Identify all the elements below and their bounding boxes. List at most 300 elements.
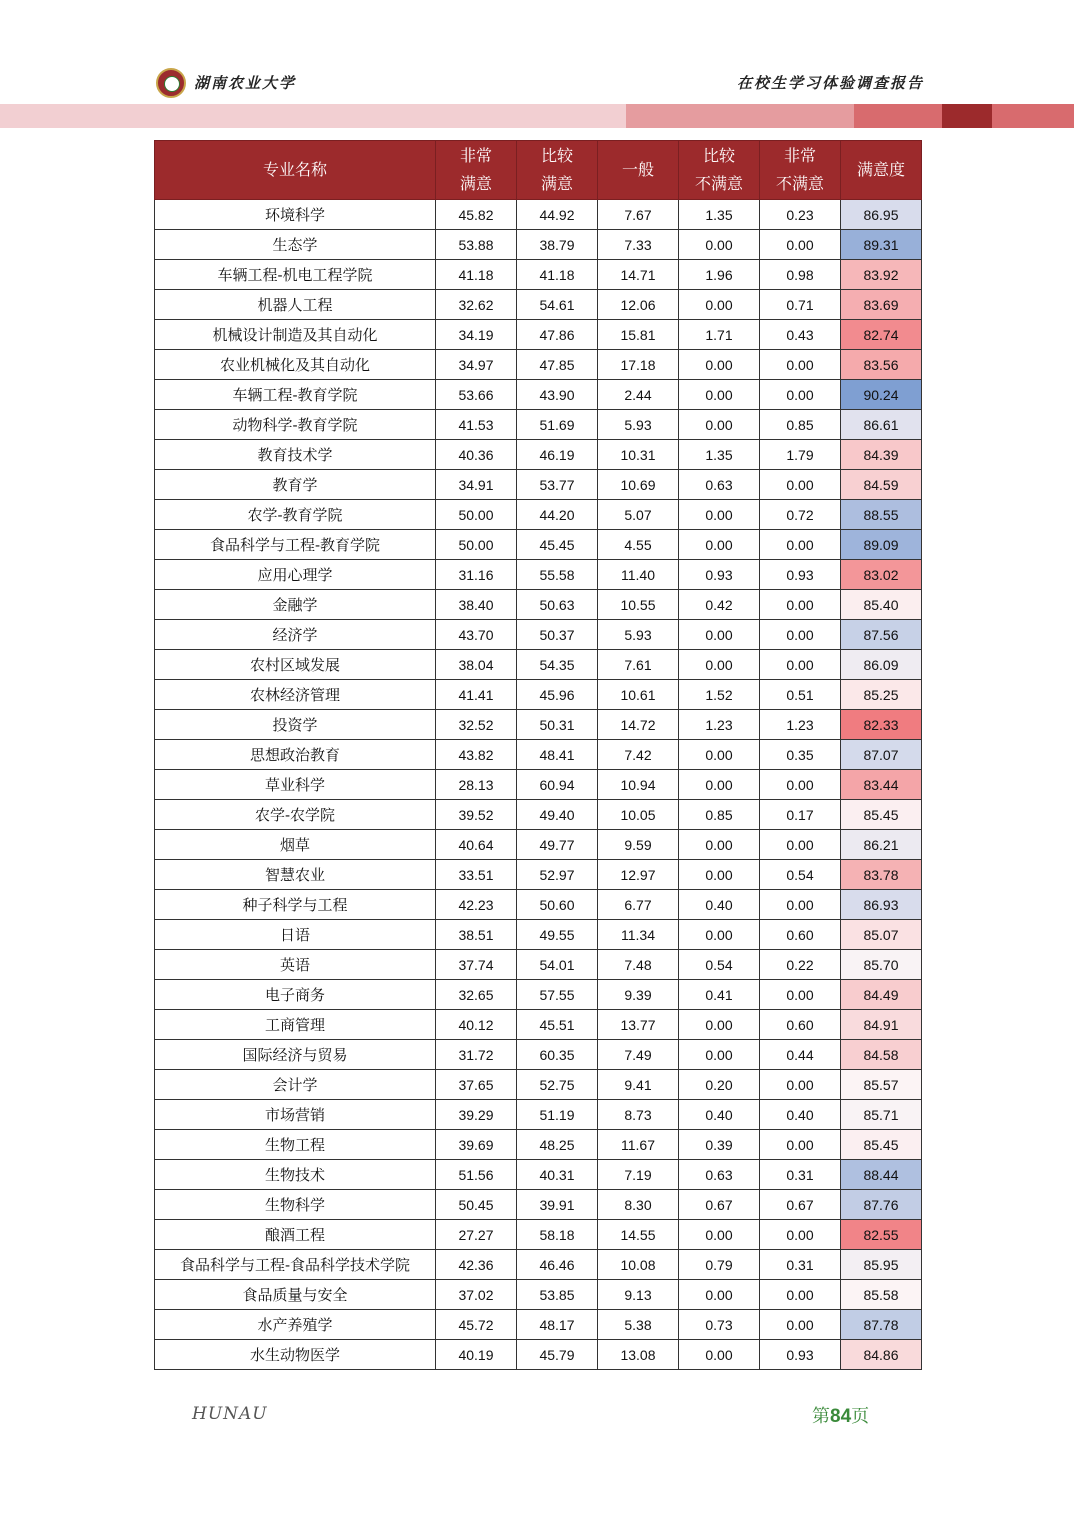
percentage-cell: 1.23: [760, 710, 841, 740]
table-row: [155, 410, 922, 440]
percentage-cell: 0.85: [760, 410, 841, 440]
header-band-divider: [942, 104, 992, 128]
percentage-cell: 8.30: [598, 1190, 679, 1220]
major-name-cell: 草业科学: [155, 770, 436, 800]
major-name-cell: 市场营销: [155, 1100, 436, 1130]
percentage-cell: 40.64: [436, 830, 517, 860]
table-row: [155, 1010, 922, 1040]
percentage-cell: 7.19: [598, 1160, 679, 1190]
percentage-cell: 0.00: [679, 920, 760, 950]
major-name-cell: 金融学: [155, 590, 436, 620]
major-name-cell: 生物科学: [155, 1190, 436, 1220]
percentage-cell: 0.00: [760, 1280, 841, 1310]
percentage-cell: 0.00: [760, 1310, 841, 1340]
percentage-cell: 45.45: [517, 530, 598, 560]
percentage-cell: 53.77: [517, 470, 598, 500]
percentage-cell: 42.36: [436, 1250, 517, 1280]
major-name-cell: 车辆工程-机电工程学院: [155, 260, 436, 290]
table-row: [155, 1310, 922, 1340]
major-name-cell: 食品科学与工程-食品科学技术学院: [155, 1250, 436, 1280]
page-prefix: 第: [812, 1406, 830, 1427]
percentage-cell: 0.85: [679, 800, 760, 830]
percentage-cell: 60.94: [517, 770, 598, 800]
satisfaction-cell: 83.92: [841, 260, 922, 290]
table-body: [155, 200, 922, 1370]
satisfaction-cell: 88.44: [841, 1160, 922, 1190]
table-row: [155, 950, 922, 980]
percentage-cell: 1.71: [679, 320, 760, 350]
satisfaction-cell: 87.07: [841, 740, 922, 770]
percentage-cell: 60.35: [517, 1040, 598, 1070]
major-name-cell: 农林经济管理: [155, 680, 436, 710]
percentage-cell: 0.63: [679, 1160, 760, 1190]
percentage-cell: 50.63: [517, 590, 598, 620]
satisfaction-cell: 83.44: [841, 770, 922, 800]
percentage-cell: 7.49: [598, 1040, 679, 1070]
satisfaction-cell: 85.57: [841, 1070, 922, 1100]
percentage-cell: 0.73: [679, 1310, 760, 1340]
satisfaction-cell: 86.93: [841, 890, 922, 920]
percentage-cell: 0.00: [679, 1220, 760, 1250]
column-header-line: 满意度: [856, 160, 905, 179]
percentage-cell: 14.72: [598, 710, 679, 740]
percentage-cell: 45.82: [436, 200, 517, 230]
table-row: [155, 680, 922, 710]
table-row: [155, 920, 922, 950]
major-name-cell: 机器人工程: [155, 290, 436, 320]
percentage-cell: 0.67: [679, 1190, 760, 1220]
table-row: [155, 860, 922, 890]
percentage-cell: 17.18: [598, 350, 679, 380]
percentage-cell: 10.69: [598, 470, 679, 500]
percentage-cell: 40.31: [517, 1160, 598, 1190]
percentage-cell: 0.00: [679, 1010, 760, 1040]
column-header-line: 不满意: [694, 174, 743, 193]
percentage-cell: 43.70: [436, 620, 517, 650]
table-row: [155, 800, 922, 830]
percentage-cell: 34.97: [436, 350, 517, 380]
column-header-line: 满意: [540, 174, 573, 193]
percentage-cell: 43.82: [436, 740, 517, 770]
percentage-cell: 0.00: [679, 230, 760, 260]
percentage-cell: 49.40: [517, 800, 598, 830]
percentage-cell: 38.51: [436, 920, 517, 950]
table-row: [155, 830, 922, 860]
table-row: [155, 470, 922, 500]
percentage-cell: 11.34: [598, 920, 679, 950]
percentage-cell: 0.00: [679, 530, 760, 560]
satisfaction-cell: 82.74: [841, 320, 922, 350]
percentage-cell: 39.29: [436, 1100, 517, 1130]
major-name-cell: 会计学: [155, 1070, 436, 1100]
table-row: [155, 620, 922, 650]
percentage-cell: 34.91: [436, 470, 517, 500]
header-band-divider: [854, 104, 942, 128]
table-row: [155, 290, 922, 320]
table-row: [155, 770, 922, 800]
major-name-cell: 电子商务: [155, 980, 436, 1010]
column-header: [841, 141, 922, 200]
percentage-cell: 51.19: [517, 1100, 598, 1130]
percentage-cell: 32.52: [436, 710, 517, 740]
percentage-cell: 0.00: [760, 350, 841, 380]
percentage-cell: 45.72: [436, 1310, 517, 1340]
percentage-cell: 0.63: [679, 470, 760, 500]
table-row: [155, 890, 922, 920]
column-header-line: 非常: [783, 146, 816, 165]
percentage-cell: 41.18: [517, 260, 598, 290]
percentage-cell: 54.35: [517, 650, 598, 680]
table-row: [155, 740, 922, 770]
percentage-cell: 40.12: [436, 1010, 517, 1040]
percentage-cell: 31.72: [436, 1040, 517, 1070]
percentage-cell: 0.00: [760, 650, 841, 680]
percentage-cell: 31.16: [436, 560, 517, 590]
satisfaction-cell: 84.59: [841, 470, 922, 500]
percentage-cell: 51.69: [517, 410, 598, 440]
percentage-cell: 0.93: [679, 560, 760, 590]
percentage-cell: 10.08: [598, 1250, 679, 1280]
column-header: [155, 141, 436, 200]
satisfaction-cell: 85.70: [841, 950, 922, 980]
percentage-cell: 9.59: [598, 830, 679, 860]
column-header-line: 比较: [702, 146, 735, 165]
major-name-cell: 动物科学-教育学院: [155, 410, 436, 440]
percentage-cell: 0.00: [679, 380, 760, 410]
major-name-cell: 烟草: [155, 830, 436, 860]
page-number: [812, 1402, 869, 1428]
major-name-cell: 生物技术: [155, 1160, 436, 1190]
satisfaction-cell: 85.25: [841, 680, 922, 710]
percentage-cell: 34.19: [436, 320, 517, 350]
percentage-cell: 10.31: [598, 440, 679, 470]
percentage-cell: 0.51: [760, 680, 841, 710]
column-header: [760, 141, 841, 200]
major-name-cell: 智慧农业: [155, 860, 436, 890]
major-name-cell: 农学-农学院: [155, 800, 436, 830]
column-header-line: 满意: [459, 174, 492, 193]
percentage-cell: 0.00: [760, 230, 841, 260]
column-header: [436, 141, 517, 200]
column-header: [598, 141, 679, 200]
major-name-cell: 教育技术学: [155, 440, 436, 470]
major-name-cell: 工商管理: [155, 1010, 436, 1040]
percentage-cell: 11.40: [598, 560, 679, 590]
percentage-cell: 43.90: [517, 380, 598, 410]
percentage-cell: 5.38: [598, 1310, 679, 1340]
satisfaction-cell: 84.86: [841, 1340, 922, 1370]
percentage-cell: 0.40: [760, 1100, 841, 1130]
percentage-cell: 58.18: [517, 1220, 598, 1250]
percentage-cell: 51.56: [436, 1160, 517, 1190]
percentage-cell: 55.58: [517, 560, 598, 590]
percentage-cell: 52.97: [517, 860, 598, 890]
percentage-cell: 7.61: [598, 650, 679, 680]
satisfaction-cell: 83.78: [841, 860, 922, 890]
percentage-cell: 38.04: [436, 650, 517, 680]
table-row: [155, 710, 922, 740]
percentage-cell: 0.60: [760, 1010, 841, 1040]
percentage-cell: 0.71: [760, 290, 841, 320]
percentage-cell: 0.41: [679, 980, 760, 1010]
major-name-cell: 农学-教育学院: [155, 500, 436, 530]
page-suffix: 页: [851, 1406, 870, 1427]
satisfaction-cell: 85.45: [841, 800, 922, 830]
percentage-cell: 10.61: [598, 680, 679, 710]
percentage-cell: 50.60: [517, 890, 598, 920]
percentage-cell: 0.00: [760, 1070, 841, 1100]
column-header-line: 比较: [540, 146, 573, 165]
satisfaction-cell: 83.02: [841, 560, 922, 590]
percentage-cell: 10.55: [598, 590, 679, 620]
percentage-cell: 37.65: [436, 1070, 517, 1100]
percentage-cell: 0.00: [679, 1040, 760, 1070]
percentage-cell: 8.73: [598, 1100, 679, 1130]
percentage-cell: 38.40: [436, 590, 517, 620]
major-name-cell: 水生动物医学: [155, 1340, 436, 1370]
percentage-cell: 0.00: [679, 350, 760, 380]
percentage-cell: 14.71: [598, 260, 679, 290]
percentage-cell: 0.00: [679, 1280, 760, 1310]
table-row: [155, 1040, 922, 1070]
percentage-cell: 5.93: [598, 620, 679, 650]
table-row: [155, 440, 922, 470]
table-row: [155, 230, 922, 260]
table-row: [155, 560, 922, 590]
page-header: [0, 0, 1074, 130]
percentage-cell: 0.00: [679, 860, 760, 890]
satisfaction-cell: 84.49: [841, 980, 922, 1010]
percentage-cell: 49.55: [517, 920, 598, 950]
percentage-cell: 52.75: [517, 1070, 598, 1100]
percentage-cell: 1.23: [679, 710, 760, 740]
major-name-cell: 农村区域发展: [155, 650, 436, 680]
percentage-cell: 53.85: [517, 1280, 598, 1310]
percentage-cell: 42.23: [436, 890, 517, 920]
table-row: [155, 980, 922, 1010]
percentage-cell: 45.51: [517, 1010, 598, 1040]
percentage-cell: 0.00: [760, 620, 841, 650]
percentage-cell: 0.00: [679, 740, 760, 770]
percentage-cell: 49.77: [517, 830, 598, 860]
table-row: [155, 1190, 922, 1220]
table-row: [155, 1280, 922, 1310]
percentage-cell: 5.07: [598, 500, 679, 530]
major-name-cell: 环境科学: [155, 200, 436, 230]
table-row: [155, 1070, 922, 1100]
percentage-cell: 0.00: [760, 980, 841, 1010]
percentage-cell: 1.52: [679, 680, 760, 710]
percentage-cell: 9.13: [598, 1280, 679, 1310]
percentage-cell: 2.44: [598, 380, 679, 410]
percentage-cell: 1.35: [679, 440, 760, 470]
percentage-cell: 0.00: [679, 1340, 760, 1370]
major-name-cell: 教育学: [155, 470, 436, 500]
percentage-cell: 0.00: [679, 770, 760, 800]
major-name-cell: 种子科学与工程: [155, 890, 436, 920]
table-row: [155, 530, 922, 560]
percentage-cell: 7.48: [598, 950, 679, 980]
major-name-cell: 食品科学与工程-教育学院: [155, 530, 436, 560]
percentage-cell: 44.20: [517, 500, 598, 530]
percentage-cell: 37.02: [436, 1280, 517, 1310]
percentage-cell: 48.41: [517, 740, 598, 770]
percentage-cell: 0.93: [760, 1340, 841, 1370]
percentage-cell: 15.81: [598, 320, 679, 350]
percentage-cell: 47.86: [517, 320, 598, 350]
percentage-cell: 5.93: [598, 410, 679, 440]
major-name-cell: 机械设计制造及其自动化: [155, 320, 436, 350]
table-row: [155, 260, 922, 290]
percentage-cell: 0.40: [679, 890, 760, 920]
percentage-cell: 53.88: [436, 230, 517, 260]
page-number-value: 84: [830, 1406, 852, 1427]
satisfaction-cell: 83.56: [841, 350, 922, 380]
percentage-cell: 48.17: [517, 1310, 598, 1340]
satisfaction-cell: 86.95: [841, 200, 922, 230]
percentage-cell: 0.00: [760, 590, 841, 620]
percentage-cell: 0.22: [760, 950, 841, 980]
percentage-cell: 50.45: [436, 1190, 517, 1220]
percentage-cell: 0.00: [679, 830, 760, 860]
table-row: [155, 590, 922, 620]
major-name-cell: 生态学: [155, 230, 436, 260]
percentage-cell: 39.52: [436, 800, 517, 830]
percentage-cell: 46.19: [517, 440, 598, 470]
percentage-cell: 0.40: [679, 1100, 760, 1130]
satisfaction-cell: 85.40: [841, 590, 922, 620]
major-name-cell: 经济学: [155, 620, 436, 650]
major-name-cell: 日语: [155, 920, 436, 950]
percentage-cell: 33.51: [436, 860, 517, 890]
table-header-row: [155, 141, 922, 200]
percentage-cell: 1.96: [679, 260, 760, 290]
major-name-cell: 车辆工程-教育学院: [155, 380, 436, 410]
percentage-cell: 0.20: [679, 1070, 760, 1100]
percentage-cell: 6.77: [598, 890, 679, 920]
percentage-cell: 14.55: [598, 1220, 679, 1250]
percentage-cell: 9.41: [598, 1070, 679, 1100]
percentage-cell: 48.25: [517, 1130, 598, 1160]
percentage-cell: 50.31: [517, 710, 598, 740]
percentage-cell: 32.62: [436, 290, 517, 320]
percentage-cell: 1.79: [760, 440, 841, 470]
satisfaction-cell: 89.09: [841, 530, 922, 560]
percentage-cell: 0.00: [760, 380, 841, 410]
percentage-cell: 7.42: [598, 740, 679, 770]
percentage-cell: 0.54: [679, 950, 760, 980]
percentage-cell: 0.39: [679, 1130, 760, 1160]
satisfaction-cell: 86.61: [841, 410, 922, 440]
university-name: 湖南农业大学: [194, 74, 297, 92]
column-header-line: 非常: [459, 146, 492, 165]
satisfaction-cell: 85.95: [841, 1250, 922, 1280]
percentage-cell: 28.13: [436, 770, 517, 800]
column-header-line: 一般: [621, 160, 654, 179]
satisfaction-cell: 82.55: [841, 1220, 922, 1250]
percentage-cell: 47.85: [517, 350, 598, 380]
percentage-cell: 0.00: [760, 1130, 841, 1160]
footer-logo: HUNAU: [192, 1404, 268, 1424]
satisfaction-cell: 82.33: [841, 710, 922, 740]
satisfaction-cell: 87.56: [841, 620, 922, 650]
percentage-cell: 0.00: [679, 650, 760, 680]
percentage-cell: 0.54: [760, 860, 841, 890]
percentage-cell: 53.66: [436, 380, 517, 410]
column-header-line: 不满意: [775, 174, 824, 193]
percentage-cell: 41.41: [436, 680, 517, 710]
satisfaction-cell: 85.07: [841, 920, 922, 950]
percentage-cell: 11.67: [598, 1130, 679, 1160]
percentage-cell: 0.67: [760, 1190, 841, 1220]
percentage-cell: 13.77: [598, 1010, 679, 1040]
major-name-cell: 水产养殖学: [155, 1310, 436, 1340]
percentage-cell: 41.18: [436, 260, 517, 290]
table-row: [155, 650, 922, 680]
percentage-cell: 7.33: [598, 230, 679, 260]
percentage-cell: 0.31: [760, 1250, 841, 1280]
percentage-cell: 50.00: [436, 500, 517, 530]
table-row: [155, 200, 922, 230]
percentage-cell: 0.35: [760, 740, 841, 770]
percentage-cell: 1.35: [679, 200, 760, 230]
table-row: [155, 500, 922, 530]
percentage-cell: 0.23: [760, 200, 841, 230]
percentage-cell: 12.06: [598, 290, 679, 320]
percentage-cell: 10.05: [598, 800, 679, 830]
column-header: [679, 141, 760, 200]
percentage-cell: 45.79: [517, 1340, 598, 1370]
percentage-cell: 0.31: [760, 1160, 841, 1190]
satisfaction-cell: 86.21: [841, 830, 922, 860]
percentage-cell: 0.44: [760, 1040, 841, 1070]
percentage-cell: 0.00: [760, 890, 841, 920]
satisfaction-cell: 83.69: [841, 290, 922, 320]
percentage-cell: 57.55: [517, 980, 598, 1010]
percentage-cell: 0.00: [760, 830, 841, 860]
university-logo-icon: [156, 68, 186, 98]
table-row: [155, 1130, 922, 1160]
percentage-cell: 50.37: [517, 620, 598, 650]
header-band-divider: [0, 104, 626, 128]
major-name-cell: 思想政治教育: [155, 740, 436, 770]
percentage-cell: 27.27: [436, 1220, 517, 1250]
satisfaction-cell: 89.31: [841, 230, 922, 260]
major-name-cell: 英语: [155, 950, 436, 980]
percentage-cell: 4.55: [598, 530, 679, 560]
satisfaction-cell: 90.24: [841, 380, 922, 410]
percentage-cell: 54.61: [517, 290, 598, 320]
percentage-cell: 41.53: [436, 410, 517, 440]
percentage-cell: 0.00: [679, 410, 760, 440]
percentage-cell: 0.79: [679, 1250, 760, 1280]
major-name-cell: 生物工程: [155, 1130, 436, 1160]
percentage-cell: 39.69: [436, 1130, 517, 1160]
satisfaction-cell: 85.45: [841, 1130, 922, 1160]
percentage-cell: 0.00: [679, 500, 760, 530]
table-row: [155, 320, 922, 350]
percentage-cell: 54.01: [517, 950, 598, 980]
table-row: [155, 1100, 922, 1130]
satisfaction-cell: 86.09: [841, 650, 922, 680]
percentage-cell: 40.36: [436, 440, 517, 470]
satisfaction-cell: 88.55: [841, 500, 922, 530]
percentage-cell: 45.96: [517, 680, 598, 710]
satisfaction-cell: 84.58: [841, 1040, 922, 1070]
satisfaction-cell: 84.91: [841, 1010, 922, 1040]
percentage-cell: 0.00: [760, 1220, 841, 1250]
percentage-cell: 0.72: [760, 500, 841, 530]
